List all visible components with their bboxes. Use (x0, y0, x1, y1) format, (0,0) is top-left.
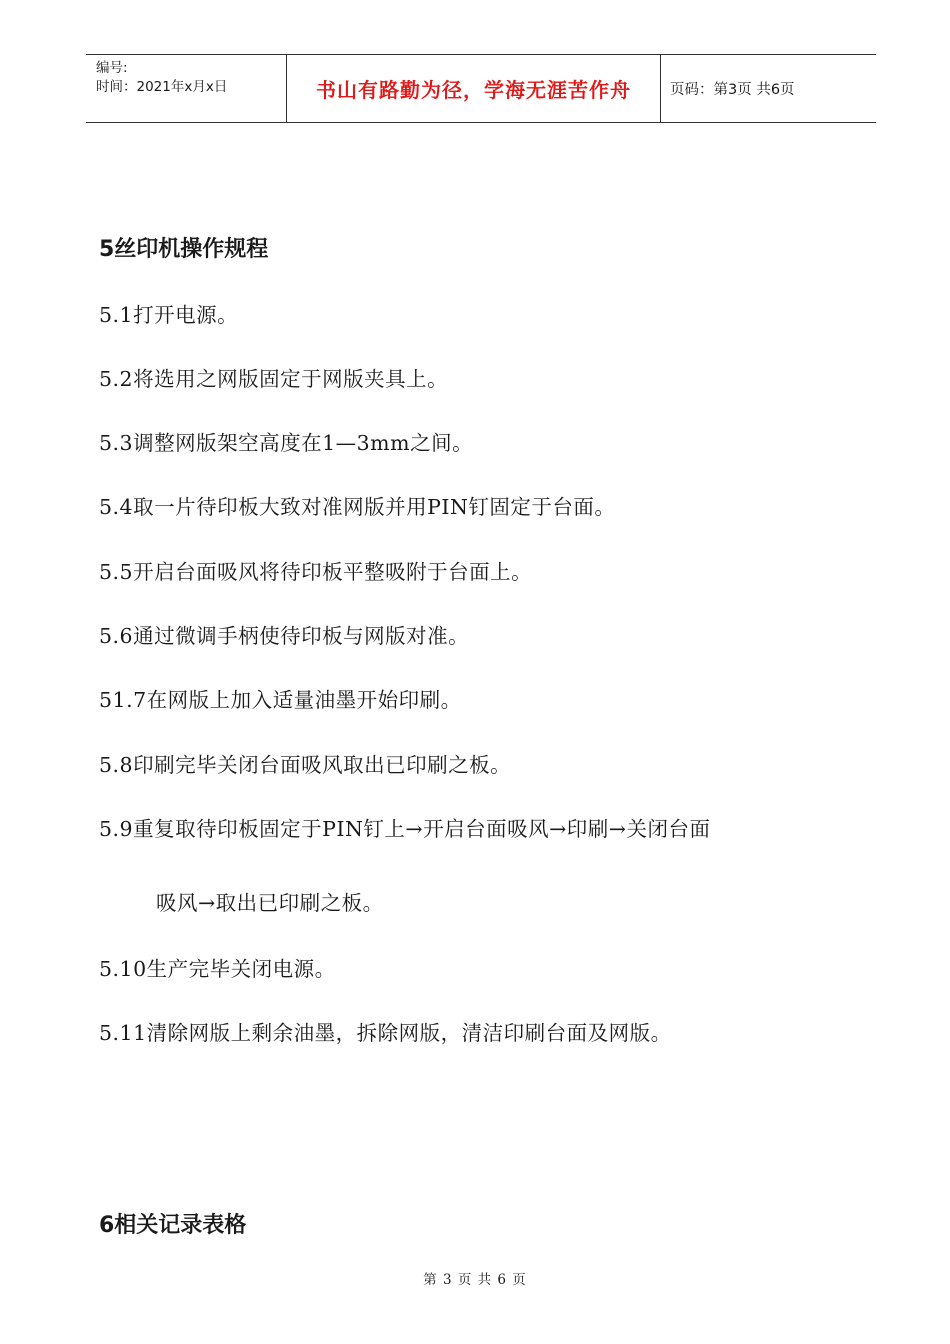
step-5-6: 5.6通过微调手柄使待印板与网版对准。 (99, 624, 470, 648)
section-6-title: 6相关记录表格 (99, 1213, 247, 1238)
step-5-8: 5.8印刷完毕关闭台面吸风取出已印刷之板。 (99, 753, 512, 777)
section-5-title: 5丝印机操作规程 (99, 237, 269, 262)
step-5-7: 51.7在网版上加入适量油墨开始印刷。 (99, 688, 462, 712)
code-label: 编号: (96, 60, 128, 76)
step-5-10: 5.10生产完毕关闭电源。 (99, 957, 336, 981)
document-header (86, 54, 876, 123)
header-motto: 书山有路勤为径，学海无涯苦作舟 (287, 55, 661, 122)
step-5-3: 5.3调整网版架空高度在1—3mm之间。 (99, 431, 474, 455)
step-5-4: 5.4取一片待印板大致对准网版并用PIN钉固定于台面。 (99, 495, 616, 519)
page-footer: 第 3 页 共 6 页 (423, 1272, 527, 1288)
step-5-2: 5.2将选用之网版固定于网版夹具上。 (99, 367, 449, 391)
step-5-9-continuation: 吸风→取出已印刷之板。 (156, 891, 384, 915)
header-page-info: 页码：第3页 共6页 (670, 82, 795, 98)
time-label: 时间：2021年x月x日 (96, 79, 228, 95)
step-5-5: 5.5开启台面吸风将待印板平整吸附于台面上。 (99, 560, 533, 584)
step-5-9: 5.9重复取待印板固定于PIN钉上→开启台面吸风→印刷→关闭台面 (99, 817, 711, 841)
step-5-11: 5.11清除网版上剩余油墨，拆除网版，清洁印刷台面及网版。 (99, 1021, 672, 1045)
step-5-1: 5.1打开电源。 (99, 303, 239, 327)
header-meta (86, 55, 287, 122)
